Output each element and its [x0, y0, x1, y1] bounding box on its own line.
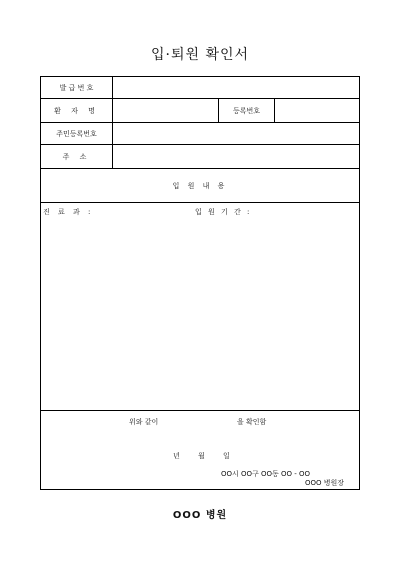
address-line: OO시 OO구 OO동 OO - OO — [221, 470, 311, 478]
address-label: 주 소 — [41, 145, 113, 168]
address-row — [41, 145, 359, 169]
date-line: 년 월 일 — [173, 452, 230, 460]
content-area[interactable] — [41, 203, 359, 411]
resident-no-row — [41, 123, 359, 145]
patient-row — [41, 99, 359, 123]
resident-no-field[interactable] — [113, 123, 361, 144]
department-label: 진 료 과 : — [43, 208, 94, 216]
confirm-left: 위와 같이 — [129, 418, 159, 426]
document-title: 입·퇴원 확인서 — [150, 47, 250, 63]
patient-name-field[interactable] — [113, 99, 219, 122]
issue-no-row — [41, 77, 359, 99]
section-title-row — [41, 169, 359, 203]
director-line: OOO 병원장 — [305, 479, 345, 487]
hospital-name: OOO 병원 — [172, 510, 228, 521]
issue-no-field[interactable] — [113, 77, 361, 98]
address-field[interactable] — [113, 145, 361, 168]
patient-name-label: 환 자 명 — [41, 99, 113, 122]
registration-no-label: 등록번호 — [219, 99, 275, 122]
period-label: 입 원 기 간 : — [195, 208, 252, 216]
registration-no-field[interactable] — [275, 99, 361, 122]
issue-no-label: 발 급 번 호 — [41, 77, 113, 98]
confirmation-form — [40, 76, 360, 490]
section-title: 입 원 내 용 — [172, 181, 228, 190]
confirm-right: 을 확인함 — [237, 418, 267, 426]
resident-no-label: 주민등록번호 — [41, 123, 113, 144]
